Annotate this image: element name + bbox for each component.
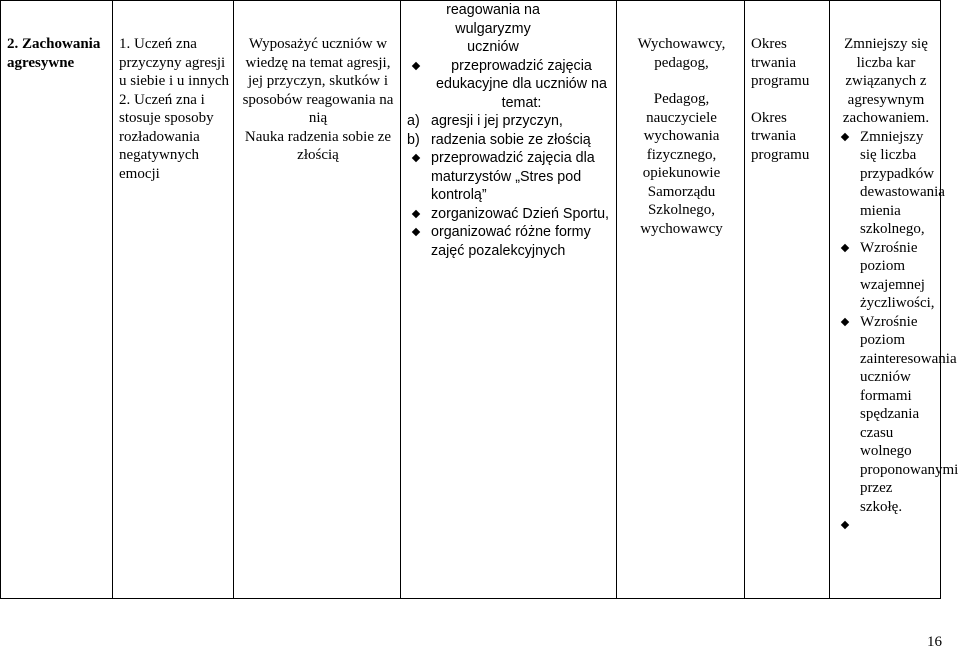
list-item: Zmniejszy się liczba przypadków dewastowania mienia szkolnego, — [836, 128, 936, 239]
list-item: przeprowadzić zajęcia edukacyjne dla uczniów na temat: — [407, 57, 612, 113]
list-item: przeprowadzić zajęcia dla maturzystów „Stres pod kontrolą” — [407, 149, 612, 205]
outcomes-cell — [830, 1, 959, 599]
page-number: 16 — [927, 634, 942, 650]
section-cell — [1, 1, 113, 599]
list-item: Wzrośnie poziom wzajemnej życzliwości, — [836, 239, 936, 313]
deadline-1: Okres trwania programu — [751, 36, 810, 89]
tasks-list — [407, 57, 612, 113]
list-item: organizować różne formy zajęć pozalekcyjnych — [407, 223, 612, 260]
sublist-marker-a: a) — [407, 113, 420, 129]
outcomes-list — [836, 128, 959, 517]
tasks-continued-text: reagowania na wulgaryzmy uczniów — [446, 2, 540, 55]
deadline-cell — [745, 1, 830, 599]
content-cell — [234, 1, 401, 599]
tasks-sublist — [407, 112, 612, 149]
list-item: a) agresji i jej przyczyn, — [407, 113, 563, 129]
objective-2: 2. Uczeń zna i stosuje sposoby rozładowania negatywnych emocji — [119, 91, 214, 182]
content-item-1: Wyposażyć uczniów w wiedzę na temat agresji, jej przyczyn, skutków i sposobów reagowania na nią — [242, 36, 394, 126]
responsible-cell — [617, 1, 745, 599]
list-item: Wzrośnie poziom zainteresowania uczniów formami spędzania czasu wolnego proponowanymi przez szkołę. — [836, 313, 936, 517]
table-row — [1, 1, 941, 599]
outcomes-intro: Zmniejszy się liczba kar związanych z agresywnym zachowaniem. — [842, 36, 930, 126]
sublist-marker-b: b) — [407, 131, 420, 148]
responsible-1: Wychowawcy, pedagog, — [637, 36, 726, 71]
tasks-cell — [401, 1, 617, 599]
responsible-2: Pedagog, nauczyciele wychowania fizycznego, opiekunowie Samorządu Szkolnego, wychowawcy — [640, 91, 723, 237]
section-title: 2. Zachowania agresywne — [7, 36, 101, 71]
objectives-cell — [113, 1, 234, 599]
tasks-list-2 — [407, 149, 612, 260]
list-item: b) radzenia sobie ze złością — [407, 131, 591, 148]
list-item: zorganizować Dzień Sportu, — [407, 205, 612, 224]
objective-1: 1. Uczeń zna przyczyny agresji u siebie i u innych — [119, 36, 229, 89]
content-item-2: Nauka radzenia sobie ze złością — [244, 128, 392, 163]
deadline-2: Okres trwania programu — [751, 109, 810, 163]
